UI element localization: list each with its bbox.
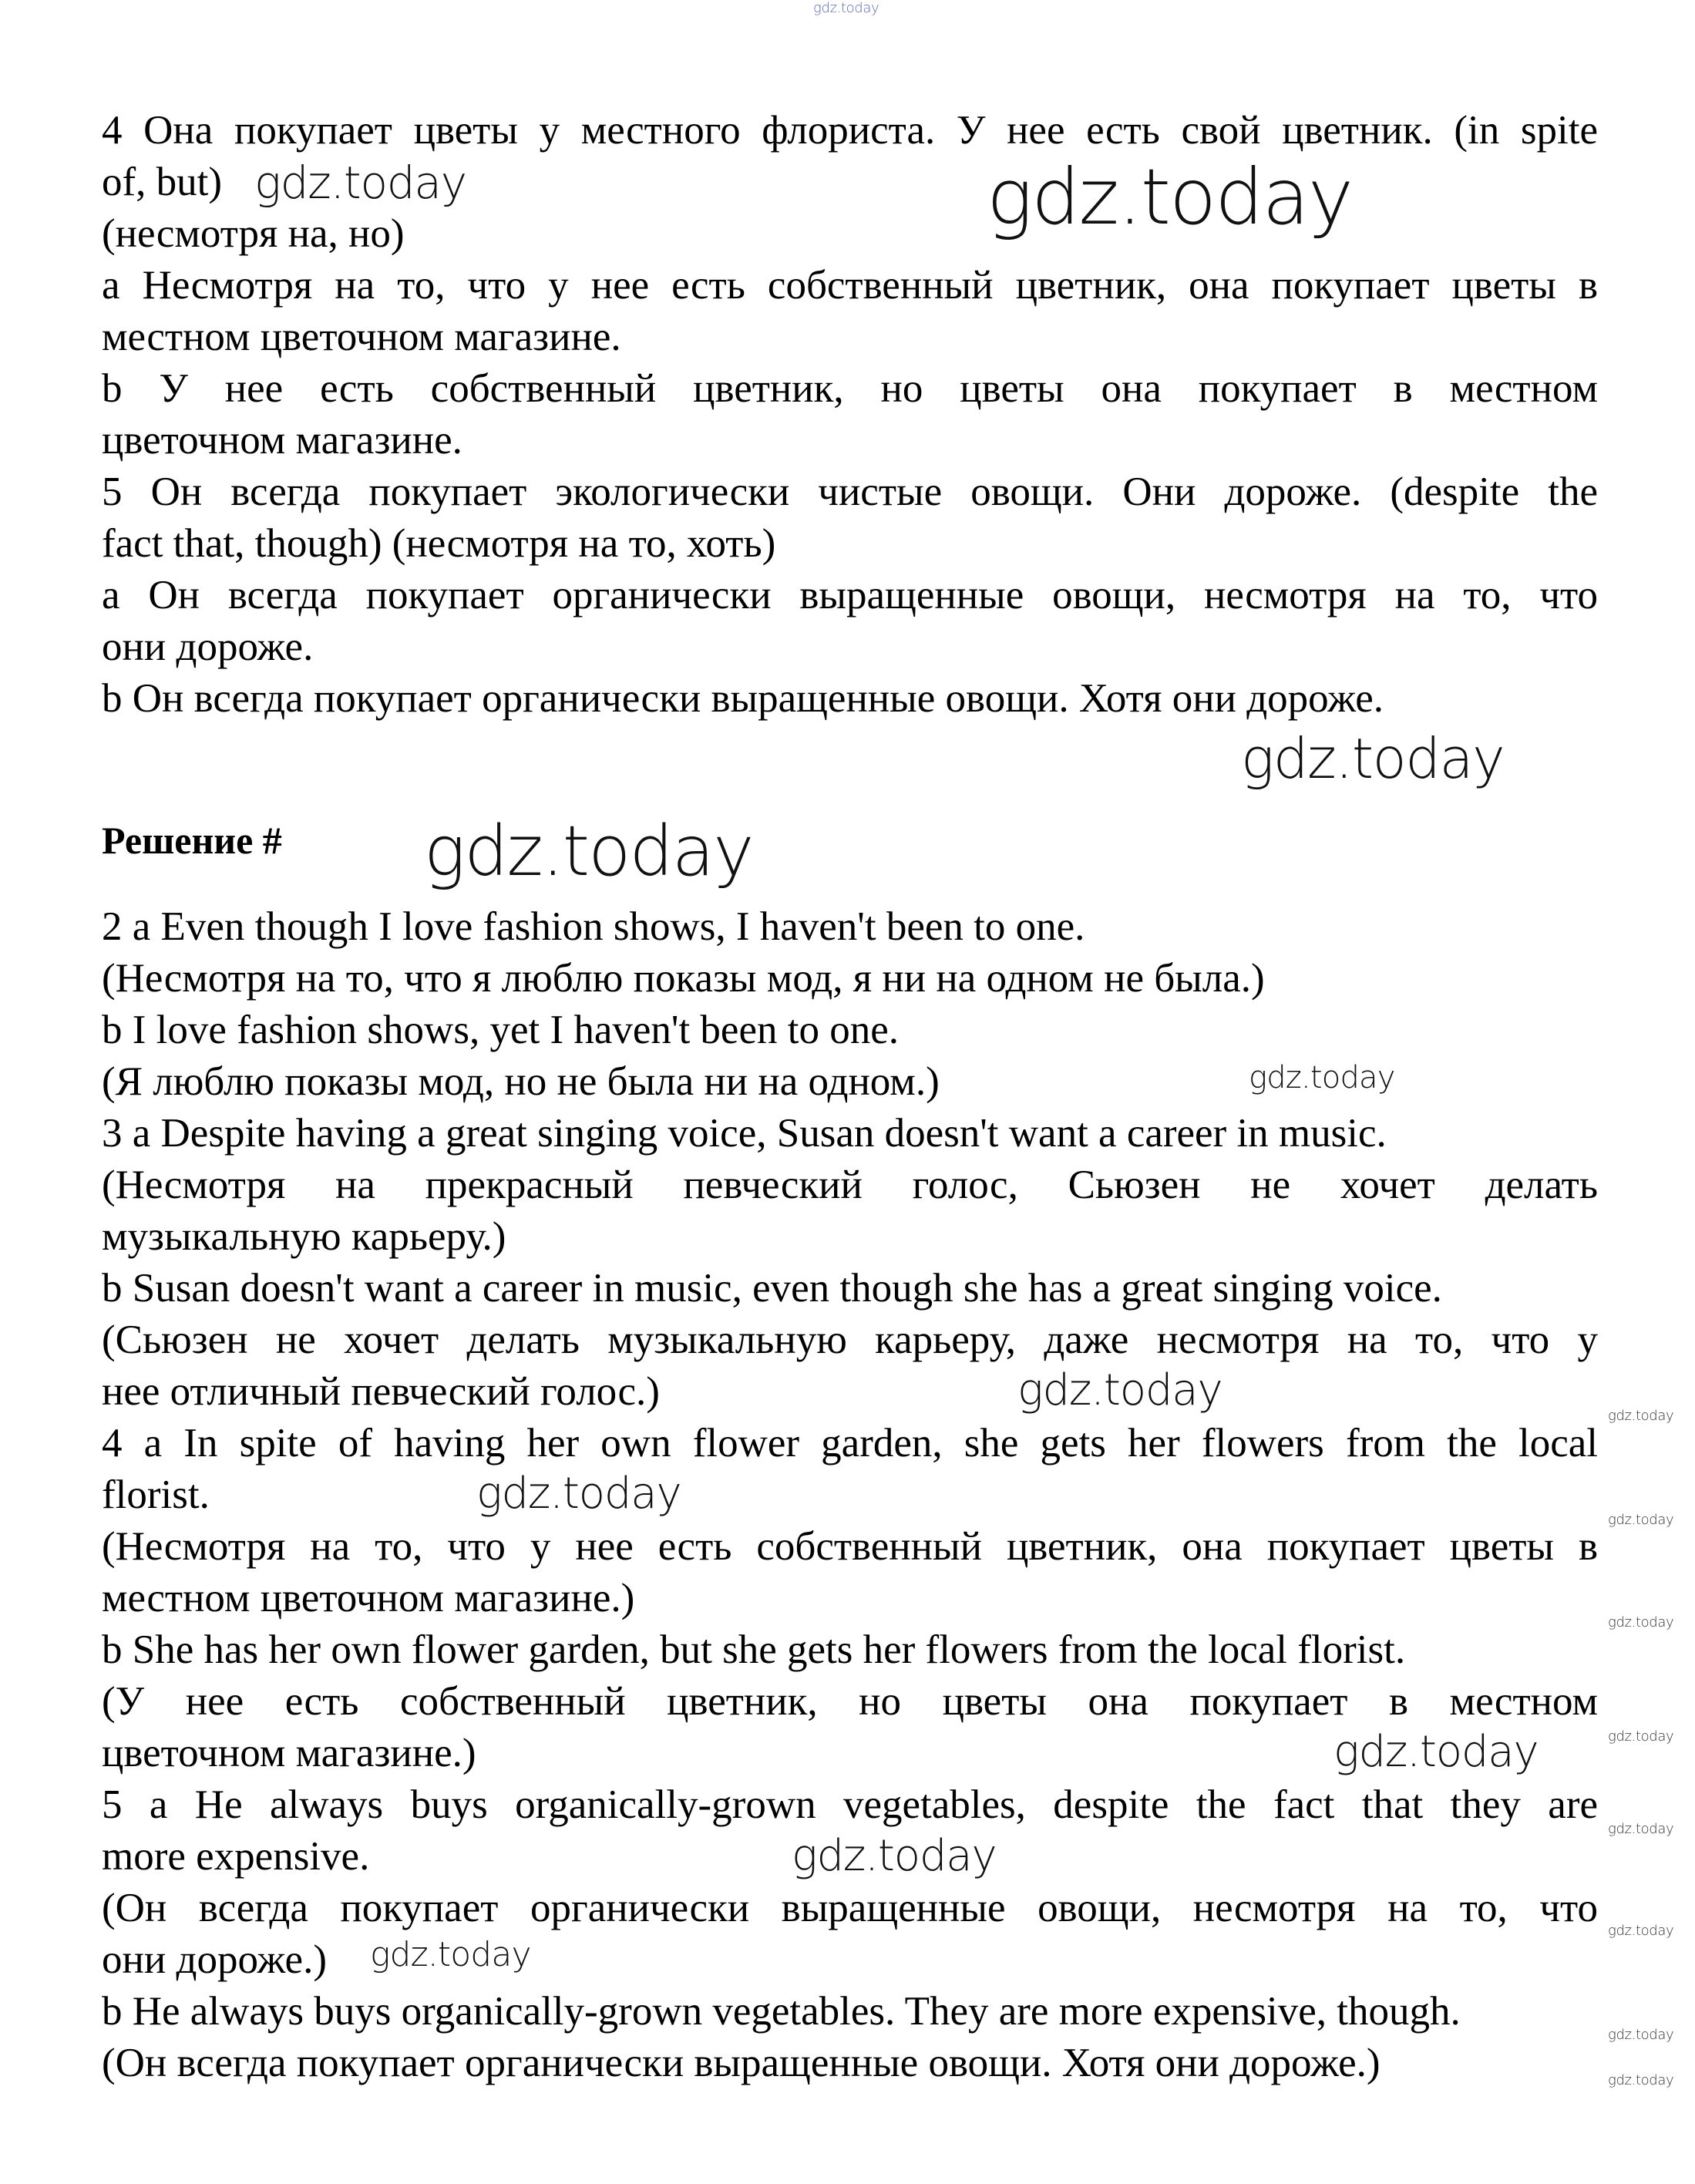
- solution-heading: Решение #: [102, 819, 282, 862]
- text-line: (Несмотря на то, что я люблю показы мод, я ни на одном не была.): [102, 956, 1265, 1001]
- watermark: gdz.today: [254, 156, 466, 209]
- text-line: нее отличный певческий голос.): [102, 1369, 660, 1414]
- text-line: b Он всегда покупает органически выращенные овощи. Хотя они дороже.: [102, 676, 1384, 721]
- text-line: местном цветочном магазине.: [102, 315, 621, 359]
- watermark: gdz.today: [1608, 2027, 1674, 2043]
- text-line: of, but): [102, 160, 223, 204]
- text-line: местном цветочном магазине.): [102, 1576, 635, 1620]
- watermark: gdz.today: [1249, 1060, 1395, 1095]
- text-line: fact that, though) (несмотря на то, хоть): [102, 521, 776, 566]
- text-line: (несмотря на, но): [102, 211, 405, 256]
- text-line: 3 a Despite having a great singing voice, Susan doesn't want a career in music.: [102, 1111, 1387, 1156]
- watermark: gdz.today: [370, 1935, 531, 1974]
- watermark: gdz.today: [1608, 2072, 1674, 2088]
- text-line: они дороже.): [102, 1937, 327, 1982]
- text-line: b He always buys organically-grown vegetables. They are more expensive, though.: [102, 1989, 1461, 2034]
- watermark: gdz.today: [987, 152, 1353, 242]
- watermark: gdz.today: [1608, 1614, 1674, 1630]
- text-line: b I love fashion shows, yet I haven't been to one.: [102, 1008, 899, 1052]
- text-line: 5 Он всегда покупает экологически чистые овощи. Они дороже. (despite the: [102, 469, 1598, 514]
- text-line: (Несмотря на то, что у нее есть собственный цветник, она покупает цветы в: [102, 1524, 1598, 1569]
- text-line: florist.: [102, 1472, 210, 1517]
- text-line: more expensive.: [102, 1834, 370, 1879]
- text-line: b У нее есть собственный цветник, но цветы она покупает в местном: [102, 366, 1598, 411]
- text-line: b She has her own flower garden, but she gets her flowers from the local florist.: [102, 1627, 1406, 1672]
- text-line: (Несмотря на прекрасный певческий голос, Сьюзен не хочет делать: [102, 1163, 1598, 1207]
- watermark: gdz.today: [1608, 1923, 1674, 1939]
- watermark: gdz.today: [1241, 726, 1505, 791]
- watermark: gdz.today: [1608, 1512, 1674, 1528]
- watermark: gdz.today: [476, 1469, 681, 1519]
- text-line: они дороже.: [102, 624, 314, 669]
- text-line: (Он всегда покупает органически выращенные овощи, несмотря на то, что: [102, 1886, 1598, 1930]
- watermark: gdz.today: [1333, 1727, 1539, 1777]
- watermark: gdz.today: [792, 1831, 997, 1881]
- text-line: (Я люблю показы мод, но не была ни на одном.): [102, 1059, 940, 1104]
- watermark: gdz.today: [1608, 1728, 1674, 1745]
- text-line: 4 Она покупает цветы у местного флориста. У нее есть свой цветник. (in spite: [102, 108, 1598, 153]
- watermark: gdz.today: [813, 0, 879, 16]
- watermark: gdz.today: [1608, 1821, 1674, 1837]
- text-line: a Несмотря на то, что у нее есть собственный цветник, она покупает цветы в: [102, 263, 1598, 308]
- watermark: gdz.today: [1608, 1408, 1674, 1424]
- text-line: музыкальную карьеру.): [102, 1214, 506, 1259]
- text-line: (Сьюзен не хочет делать музыкальную карьеру, даже несмотря на то, что у: [102, 1317, 1598, 1362]
- text-line: 2 a Even though I love fashion shows, I haven't been to one.: [102, 904, 1085, 949]
- text-line: (Он всегда покупает органически выращенные овощи. Хотя они дороже.): [102, 2041, 1381, 2085]
- text-line: цветочном магазине.): [102, 1731, 476, 1775]
- watermark: gdz.today: [424, 811, 753, 892]
- text-line: 5 a He always buys organically-grown vegetables, despite the fact that they are: [102, 1782, 1598, 1827]
- text-line: цветочном магазине.: [102, 418, 462, 463]
- text-line: 4 a In spite of having her own flower garden, she gets her flowers from the local: [102, 1421, 1598, 1466]
- text-line: b Susan doesn't want a career in music, even though she has a great singing voice.: [102, 1266, 1442, 1311]
- text-line: a Он всегда покупает органически выращенные овощи, несмотря на то, что: [102, 573, 1598, 618]
- text-line: (У нее есть собственный цветник, но цветы она покупает в местном: [102, 1679, 1598, 1724]
- watermark: gdz.today: [1017, 1365, 1222, 1415]
